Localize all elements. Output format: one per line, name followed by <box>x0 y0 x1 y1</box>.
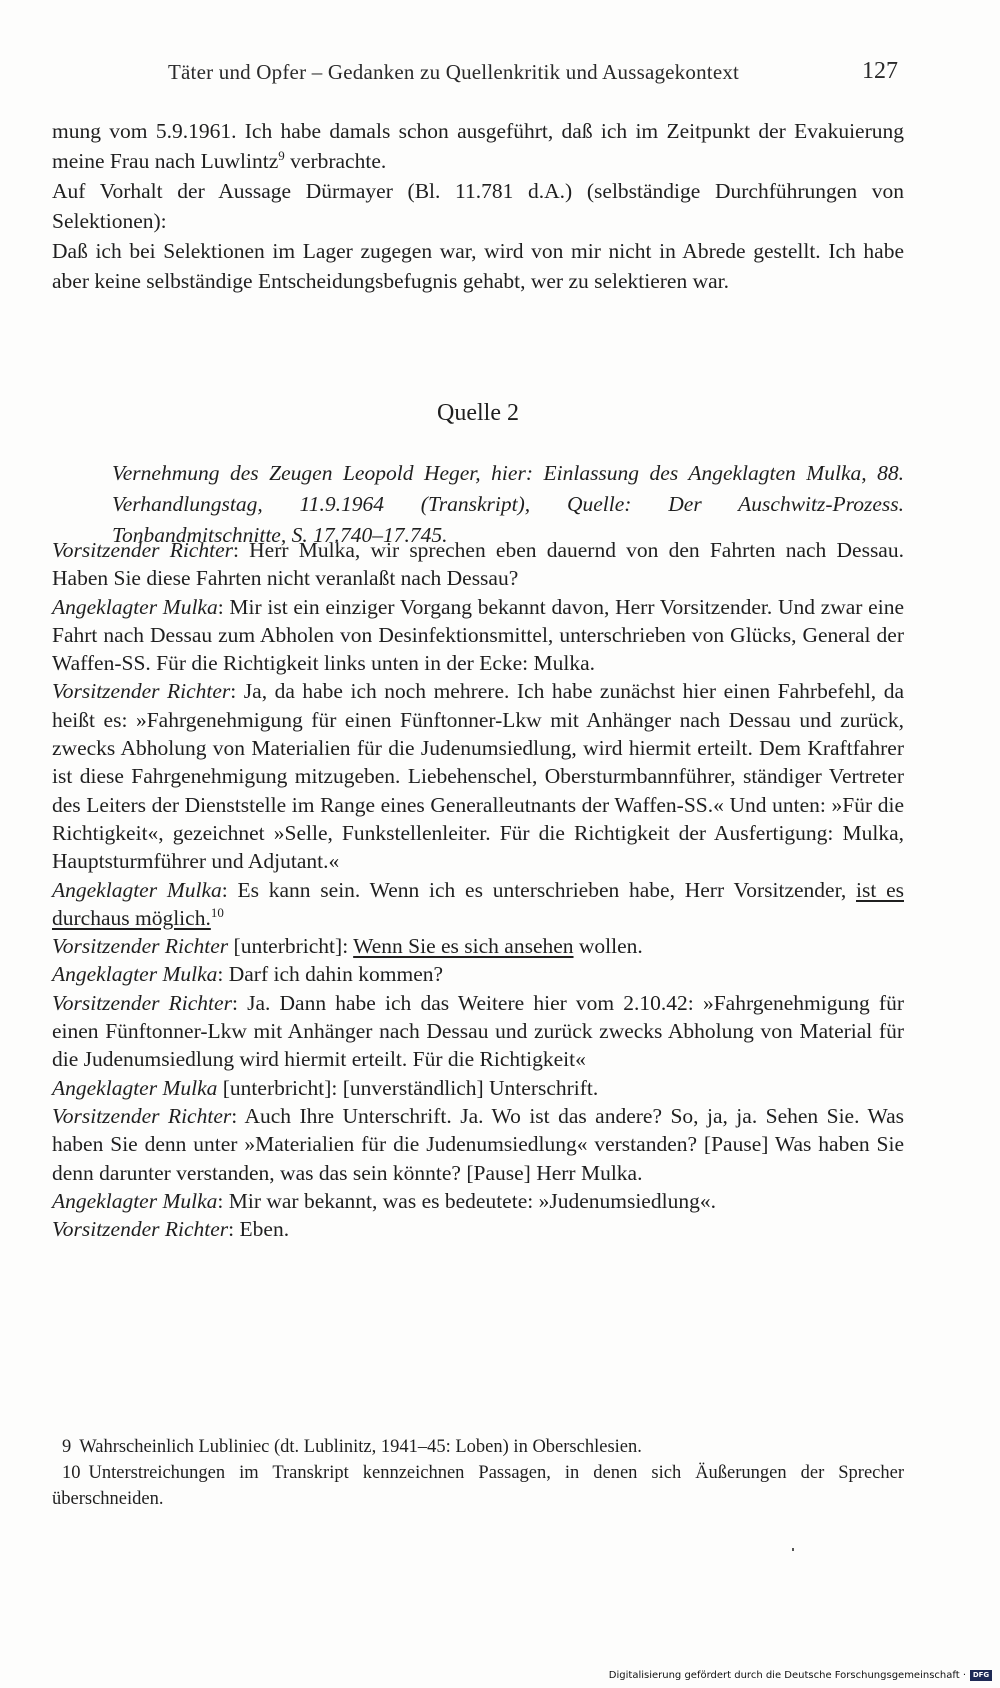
dialogue-line <box>52 1074 904 1102</box>
speaker-name: Vorsitzender Richter <box>52 679 231 704</box>
dialogue-text: : Herr Mulka, wir sprechen eben dauernd von den Fahrten nach Dessau. Haben Sie diese Fahrten nicht veranlaßt nach Dessau? <box>52 538 904 591</box>
scan-speck <box>792 1548 794 1551</box>
section-heading: Quelle 2 <box>437 400 519 426</box>
speaker-name: Vorsitzender Richter <box>52 1103 232 1128</box>
footnotes <box>52 1434 904 1512</box>
intro-text-a: mung vom 5.9.1961. Ich habe damals schon ausgeführt, daß ich im Zeitpunkt der Evakuierung meine Frau nach Luwlintz <box>52 119 904 173</box>
dialogue-text: : Darf ich dahin kommen? <box>217 962 444 987</box>
dialogue-text-after: wollen. <box>573 934 643 959</box>
dialogue-line <box>52 1187 904 1215</box>
intro-paragraph-1 <box>52 116 904 176</box>
footnote-marker-10[interactable]: 10 <box>210 904 224 920</box>
footnote-9 <box>52 1434 904 1460</box>
running-head: Täter und Opfer – Gedanken zu Quellenkritik und Aussagekontext <box>168 60 740 84</box>
dialogue-line <box>52 989 904 1074</box>
footnote-marker-9[interactable]: 9 <box>278 147 285 163</box>
dialogue-text: : Ja. Dann habe ich das Weitere hier vom 2.10.42: »Fahrgenehmigung für einen Fünftonner-Lkw mit Anhänger nach Dessau und zurück zwecks Abholung von Material für die Judenumsiedlung wird hiermit erteilt. Für die Richtigkeit« <box>52 990 904 1072</box>
speaker-name: Vorsitzender Richter <box>52 1217 229 1242</box>
footnote-number: 10 <box>62 1463 81 1483</box>
dialogue-line <box>52 593 904 678</box>
intro-text-b: verbrachte. <box>284 149 387 173</box>
intro-paragraph-3: Daß ich bei Selektionen im Lager zugegen war, wird von mir nicht in Abrede gestellt. Ich habe aber keine selbständige Entscheidungsbefugnis gehabt, wer zu selektieren war. <box>52 239 904 293</box>
dialogue-line <box>52 876 904 933</box>
footnote-number: 9 <box>62 1437 72 1457</box>
dialogue-line <box>52 1215 904 1243</box>
intro-paragraph-2: Auf Vorhalt der Aussage Dürmayer (Bl. 11.781 d.A.) (selbständige Durchführungen von Selektionen): <box>52 179 904 233</box>
speaker-name: Angeklagter Mulka <box>52 962 218 987</box>
dialogue-block <box>52 536 904 1243</box>
speaker-name: Vorsitzender Richter <box>52 990 232 1015</box>
dialogue-line <box>52 932 904 960</box>
dialogue-text: : Mir ist ein einziger Vorgang bekannt davon, Herr Vorsitzender. Und zwar eine Fahrt nach Dessau zum Abholen von Desinfektionsmittel, unterschrieben von Glücks, General der Waffen-SS. Für die Richtigkeit links unten in der Ecke: Mulka. <box>52 594 904 676</box>
dialogue-text: : Eben. <box>228 1217 290 1242</box>
speaker-name: Angeklagter Mulka <box>52 1075 218 1100</box>
speaker-name: Angeklagter Mulka <box>52 877 222 902</box>
dfg-logo-icon: DFG <box>970 1670 992 1681</box>
speaker-name: Vorsitzender Richter <box>52 538 233 562</box>
dialogue-text: [unterbricht]: [unverständlich] Unterschrift. <box>217 1075 599 1100</box>
dialogue-line <box>52 536 904 593</box>
dialogue-text: : Mir war bekannt, was es bedeutete: »Judenumsiedlung«. <box>217 1188 716 1213</box>
footnote-text: Wahrscheinlich Lubliniec (dt. Lublinitz, 1941–45: Loben) in Oberschlesien. <box>79 1437 642 1457</box>
overlap-underlined-text: Wenn Sie es sich ansehen <box>353 934 574 959</box>
dialogue-line <box>52 960 904 988</box>
page-number: 127 <box>862 58 898 84</box>
dialogue-text: : Auch Ihre Unterschrift. Ja. Wo ist das andere? So, ja, ja. Sehen Sie. Was haben Sie denn unter »Materialien für die Judenumsiedlung« verstanden? [Pause] Was haben Sie denn darunter verstanden, was das sein könnte? [Pause] Herr Mulka. <box>52 1103 904 1185</box>
dialogue-text: [unterbricht]: <box>228 934 354 959</box>
intro-text <box>52 116 904 296</box>
footnote-text: Unterstreichungen im Transkript kennzeichnen Passagen, in denen sich Äußerungen der Sprecher überschneiden. <box>52 1463 904 1509</box>
credit-text: Digitalisierung gefördert durch die Deutsche Forschungsgemeinschaft · <box>608 1670 966 1681</box>
source-citation: Vernehmung des Zeugen Leopold Heger, hier: Einlassung des Angeklagten Mulka, 88. Verhandlungstag, 11.9.1964 (Transkript), Quelle: Der Auschwitz-Prozess. Tonbandmitschnitte, S. 17.740–17.745. <box>112 461 904 547</box>
footnote-10 <box>52 1460 904 1512</box>
digitization-credit <box>609 1670 992 1681</box>
dialogue-line <box>52 677 904 875</box>
dialogue-text: : Ja, da habe ich noch mehrere. Ich habe zunächst hier einen Fahrbefehl, da heißt es: »Fahrgenehmigung für einen Fünftonner-Lkw mit Anhänger nach Dessau und zurück, zwecks Abholung von Materialien für die Judenumsiedlung, wird hiermit erteilt. Dem Kraftfahrer ist diese Fahrgenehmigung mitzugeben. Liebehenschel, Obersturmbannführer, ständiger Vertreter des Leiters der Dienststelle im Range eines Generalleutnants der Waffen-SS.« Und unten: »Für die Richtigkeit«, gezeichnet »Selle, Funkstellenleiter. Für die Richtigkeit der Ausfertigung: Mulka, Hauptsturmführer und Adjutant.« <box>52 679 904 874</box>
speaker-name: Vorsitzender Richter <box>52 934 229 959</box>
dialogue-line <box>52 1102 904 1187</box>
overlap-underlined-text: ist es durchaus möglich. <box>52 877 904 930</box>
speaker-name: Angeklagter Mulka <box>52 594 218 619</box>
dialogue-text: : Es kann sein. Wenn ich es unterschrieben habe, Herr Vorsitzender, <box>221 877 856 902</box>
speaker-name: Angeklagter Mulka <box>52 1188 218 1213</box>
